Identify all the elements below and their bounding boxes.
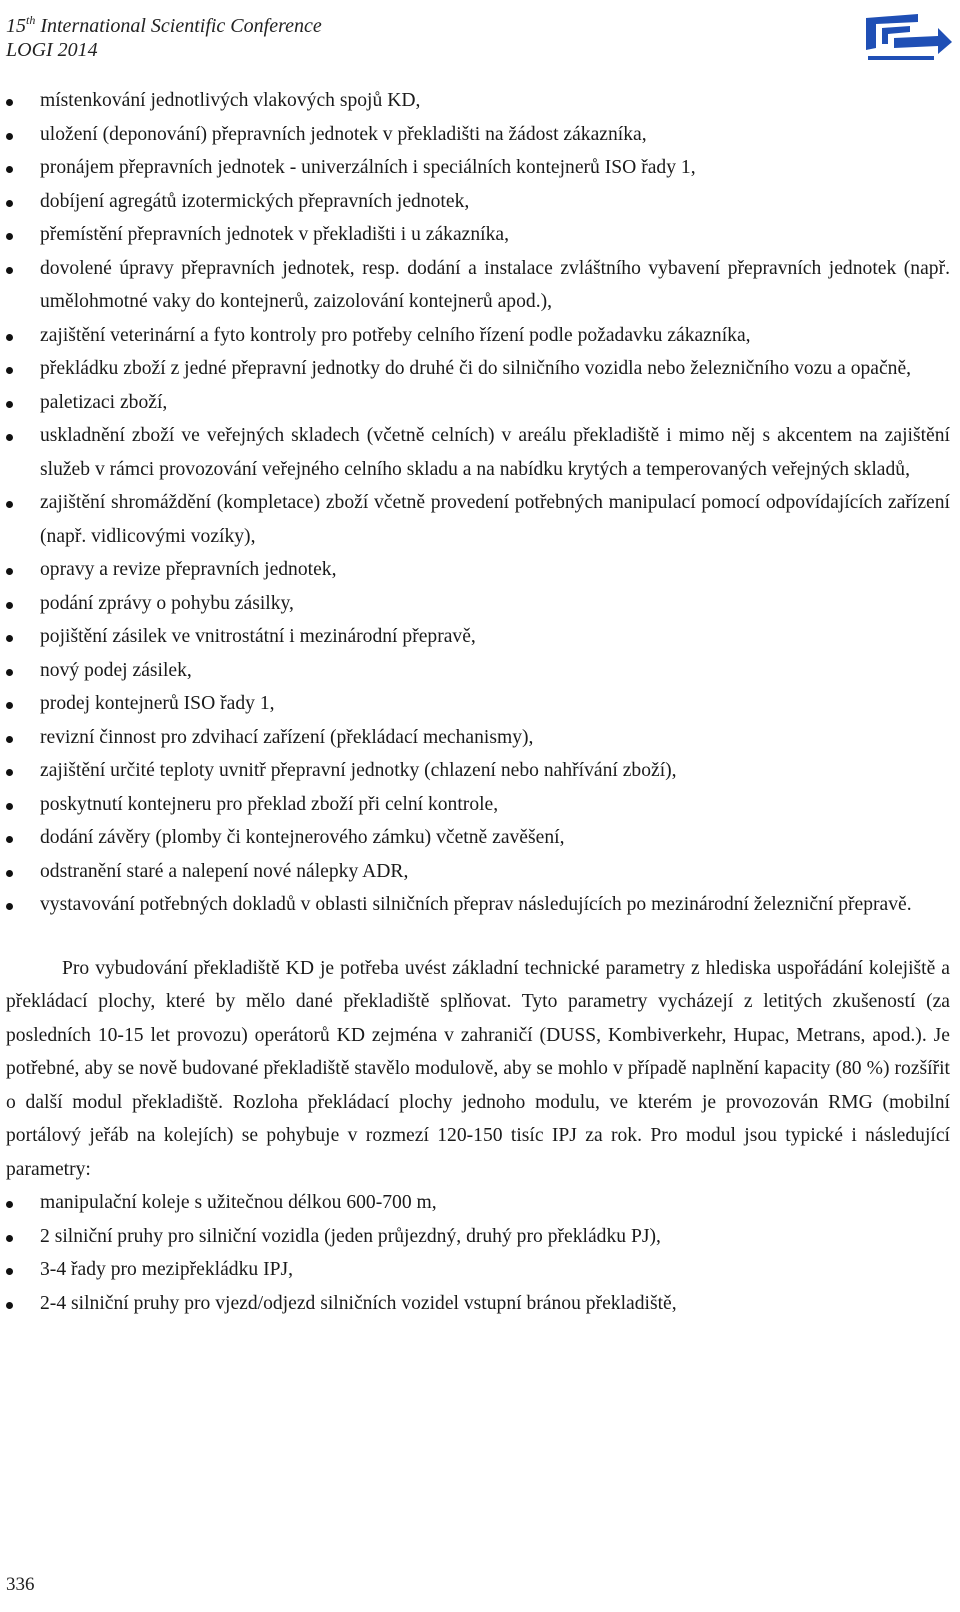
- list-item-text: překládku zboží z jedné přepravní jednotky do druhé či do silničního vozidla nebo železničního vozu a opačně,: [40, 358, 912, 379]
- list-item-text: pojištění zásilek ve vnitrostátní i mezinárodní přepravě,: [40, 626, 476, 647]
- list-item-text: zajištění určité teploty uvnitř přepravní jednotky (chlazení nebo nahřívání zboží),: [40, 760, 677, 781]
- bullet-icon: [6, 267, 13, 274]
- list-item: [6, 654, 950, 688]
- list-item: [6, 855, 950, 889]
- list-item: [6, 352, 950, 386]
- list-item: [6, 185, 950, 219]
- bullet-icon: [6, 702, 13, 709]
- bullet-icon: [6, 1235, 13, 1242]
- list-item: [6, 888, 950, 922]
- conference-logo-icon: [858, 8, 954, 64]
- list-item-text: opravy a revize přepravních jednotek,: [40, 559, 337, 580]
- bullet-icon: [6, 1302, 13, 1309]
- page-number: 336: [6, 1574, 35, 1595]
- list-item-text: 3-4 řady pro mezipřekládku IPJ,: [40, 1259, 294, 1280]
- list-item: [6, 118, 950, 152]
- bullet-icon: [6, 870, 13, 877]
- page-header: [6, 8, 954, 64]
- list-item-text: 2-4 silniční pruhy pro vjezd/odjezd silničních vozidel vstupní bránou překladiště,: [40, 1292, 677, 1314]
- list-item: [6, 754, 950, 788]
- list-item: [6, 218, 950, 252]
- list-item-text: podání zprávy o pohybu zásilky,: [40, 592, 294, 614]
- bullet-icon: [6, 99, 13, 106]
- list-item-text: odstranění staré a nalepení nové nálepky ADR,: [40, 860, 409, 882]
- list-item: [6, 1287, 950, 1321]
- conference-name: LOGI 2014: [6, 39, 98, 61]
- bullet-icon: [6, 133, 13, 140]
- conference-ordinal: th: [26, 13, 36, 27]
- list-item-text: přemístění přepravních jednotek v překladišti i u zákazníka,: [40, 224, 509, 245]
- list-item-text: nový podej zásilek,: [40, 659, 192, 681]
- bullet-icon: [6, 602, 13, 609]
- list-item: [6, 386, 950, 420]
- bullet-icon: [6, 367, 13, 374]
- list-item: [6, 788, 950, 822]
- conference-title-text: International Scientific Conference: [35, 15, 322, 37]
- list-item-text: uskladnění zboží ve veřejných skladech (včetně celních) v areálu překladiště i mimo něj s akcentem na zajištění služeb v rámci provozování veřejného celního skladu a na nabídku krytých a temperovaných veřejných skladů,: [40, 425, 950, 480]
- parameters-list: [6, 1186, 950, 1320]
- list-item: [6, 687, 950, 721]
- bullet-icon: [6, 334, 13, 341]
- bullet-icon: [6, 1201, 13, 1208]
- list-item-text: paletizaci zboží,: [40, 391, 168, 413]
- list-item-text: prodej kontejnerů ISO řady 1,: [40, 693, 275, 714]
- conference-title: [6, 8, 954, 38]
- list-item-text: manipulační koleje s užitečnou délkou 600-700 m,: [40, 1192, 437, 1213]
- list-item-text: zajištění veterinární a fyto kontroly pro potřeby celního řízení podle požadavku zákazníka,: [40, 324, 751, 346]
- list-item: [6, 486, 950, 553]
- list-item-text: dovolené úpravy přepravních jednotek, resp. dodání a instalace zvláštního vybavení přepravních jednotek (např. umělohmotné vaky do kontejnerů, zaizolování kontejnerů apod.),: [40, 257, 950, 312]
- bullet-icon: [6, 769, 13, 776]
- bullet-icon: [6, 836, 13, 843]
- list-item-text: místenkování jednotlivých vlakových spojů KD,: [40, 90, 421, 111]
- body-paragraph: Pro vybudování překladiště KD je potřeba uvést základní technické parametry z hlediska uspořádání kolejiště a překládací plochy, které by mělo dané překladiště splňovat. Tyto parametry vycházejí z letitých zkušeností (za posledních 10-15 let provozu) operátorů KD zejména v zahraničí (DUSS, Kombiverkehr, Hupac, Metrans, apod.). Je potřebné, aby se nově budované překladiště stavělo modulově, aby se mohlo v případě naplnění kapacity (80 %) rozšířit o další modul překladiště. Rozloha překládací plochy jednoho modulu, ve kterém je provozován RMG (mobilní portálový jeřáb na kolejích) se pohybuje v rozmezí 120-150 tisíc IPJ za rok. Pro modul jsou typické i následující parametry:: [6, 957, 950, 1180]
- list-item: [6, 252, 950, 319]
- list-item: [6, 587, 950, 621]
- list-item-text: dobíjení agregátů izotermických přepravních jednotek,: [40, 190, 470, 212]
- bullet-icon: [6, 233, 13, 240]
- bullet-icon: [6, 401, 13, 408]
- list-item: [6, 319, 950, 353]
- list-item: [6, 1186, 950, 1220]
- list-item-text: pronájem přepravních jednotek - univerzálních i speciálních kontejnerů ISO řady 1,: [40, 157, 696, 178]
- list-item: [6, 1253, 950, 1287]
- list-item: [6, 620, 950, 654]
- bullet-icon: [6, 635, 13, 642]
- list-item: [6, 419, 950, 486]
- document-body: [6, 84, 950, 1320]
- bullet-icon: [6, 568, 13, 575]
- list-item-text: zajištění shromáždění (kompletace) zboží včetně provedení potřebných manipulací pomocí odpovídajících zařízení (např. vidlicovými vozíky),: [40, 492, 950, 547]
- list-item: [6, 821, 950, 855]
- list-item-text: dodání závěry (plomby či kontejnerového zámku) včetně zavěšení,: [40, 827, 565, 848]
- list-item-text: uložení (deponování) přepravních jednotek v překladišti na žádost zákazníka,: [40, 123, 647, 145]
- bullet-icon: [6, 434, 13, 441]
- bullet-icon: [6, 200, 13, 207]
- list-item-text: vystavování potřebných dokladů v oblasti silničních přeprav následujících po mezinárodní železniční přepravě.: [40, 894, 912, 915]
- list-item: [6, 553, 950, 587]
- list-item: [6, 84, 950, 118]
- bullet-icon: [6, 1268, 13, 1275]
- list-item: [6, 721, 950, 755]
- bullet-icon: [6, 903, 13, 910]
- list-item-text: 2 silniční pruhy pro silniční vozidla (jeden průjezdný, druhý pro překládku PJ),: [40, 1225, 661, 1247]
- list-item-text: poskytnutí kontejneru pro překlad zboží při celní kontrole,: [40, 793, 499, 815]
- list-item-text: revizní činnost pro zdvihací zařízení (překládací mechanismy),: [40, 726, 534, 748]
- list-item: [6, 1220, 950, 1254]
- list-item: [6, 151, 950, 185]
- bullet-icon: [6, 501, 13, 508]
- conference-number: 15: [6, 15, 26, 37]
- services-list: [6, 84, 950, 922]
- bullet-icon: [6, 803, 13, 810]
- bullet-icon: [6, 736, 13, 743]
- bullet-icon: [6, 669, 13, 676]
- bullet-icon: [6, 166, 13, 173]
